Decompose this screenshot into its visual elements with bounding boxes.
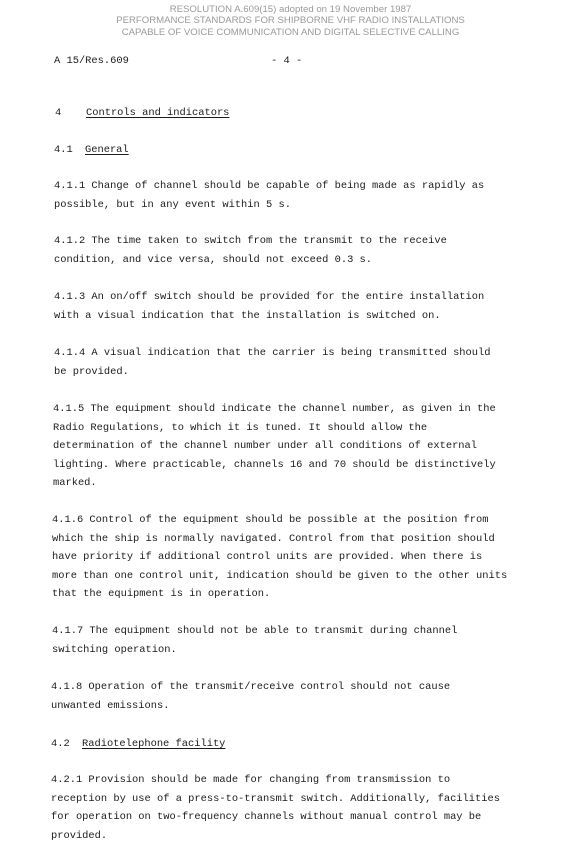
paragraph-line: 4.1.5 The equipment should indicate the channel number, as given in the xyxy=(53,403,496,415)
paragraph-4-1-3 xyxy=(54,288,524,325)
resolution-header-line: CAPABLE OF VOICE COMMUNICATION AND DIGITAL SELECTIVE CALLING xyxy=(121,26,460,38)
paragraph-line: 4.1.1 Change of channel should be capable of being made as rapidly as xyxy=(54,180,485,192)
paragraph-4-1-7 xyxy=(52,622,522,659)
section-number: 4 xyxy=(55,107,62,119)
paragraph-line: provided. xyxy=(51,829,108,842)
page-number: - 4 - xyxy=(271,55,303,67)
section-heading-4 xyxy=(55,107,229,119)
paragraph-4-1-2 xyxy=(54,232,524,269)
paragraph-line: be provided. xyxy=(54,365,129,378)
paragraph-4-1-8 xyxy=(51,678,521,715)
paragraph-line: 4.1.6 Control of the equipment should be possible at the position from xyxy=(52,514,489,526)
section-title: Radiotelephone facility xyxy=(82,738,226,750)
paragraph-line: which the ship is normally navigated. Control from that position should xyxy=(52,532,495,545)
paragraph-line: marked. xyxy=(53,477,97,490)
section-number: 4.1 xyxy=(54,144,73,156)
paragraph-line: switching operation. xyxy=(52,643,177,656)
section-title: General xyxy=(85,144,129,156)
paragraph-line: determination of the channel number under all conditions of external xyxy=(53,440,478,453)
section-heading-4-2 xyxy=(51,738,225,750)
paragraph-4-1-6 xyxy=(52,511,522,604)
paragraph-line: have priority if additional control units are provided. When there is xyxy=(52,551,483,564)
paragraph-line: more than one control unit, indication should be given to the other units xyxy=(52,569,508,582)
paragraph-line: Radio Regulations, to which it is tuned. It should allow the xyxy=(53,421,428,434)
paragraph-line: lighting. Where practicable, channels 16 and 70 should be distinctively xyxy=(53,458,496,471)
paragraph-line: 4.2.1 Provision should be made for changing from transmission to xyxy=(51,774,451,786)
paragraph-line: for operation on two-frequency channels without manual control may be xyxy=(51,811,482,824)
paragraph-4-1-4 xyxy=(54,344,524,381)
resolution-header-line: RESOLUTION A.609(15) adopted on 19 November 1987 xyxy=(169,4,412,15)
document-reference: A 15/Res.609 xyxy=(54,55,129,67)
paragraph-line: that the equipment is in operation. xyxy=(52,588,271,601)
paragraph-line: with a visual indication that the installation is switched on. xyxy=(54,309,441,322)
paragraph-line: 4.1.4 A visual indication that the carrier is being transmitted should xyxy=(54,347,491,359)
paragraph-line: condition, and vice versa, should not exceed 0.3 s. xyxy=(54,253,373,266)
section-title: Controls and indicators xyxy=(86,107,230,119)
resolution-header-line: PERFORMANCE STANDARDS FOR SHIPBORNE VHF RADIO INSTALLATIONS xyxy=(116,15,465,27)
paragraph-line: 4.1.2 The time taken to switch from the transmit to the receive xyxy=(54,235,447,247)
section-number: 4.2 xyxy=(51,738,70,750)
paragraph-line: 4.1.8 Operation of the transmit/receive control should not cause xyxy=(51,681,451,693)
paragraph-4-2-1 xyxy=(51,771,521,845)
paragraph-line: possible, but in any event within 5 s. xyxy=(54,198,291,211)
paragraph-line: 4.1.3 An on/off switch should be provided for the entire installation xyxy=(54,291,485,303)
paragraph-line: unwanted emissions. xyxy=(51,699,170,712)
section-heading-4-1 xyxy=(54,144,129,156)
paragraph-4-1-1 xyxy=(54,177,524,214)
paragraph-line: reception by use of a press-to-transmit switch. Additionally, facilities xyxy=(51,792,500,805)
paragraph-line: 4.1.7 The equipment should not be able to transmit during channel xyxy=(52,625,458,637)
paragraph-4-1-5 xyxy=(53,400,523,493)
